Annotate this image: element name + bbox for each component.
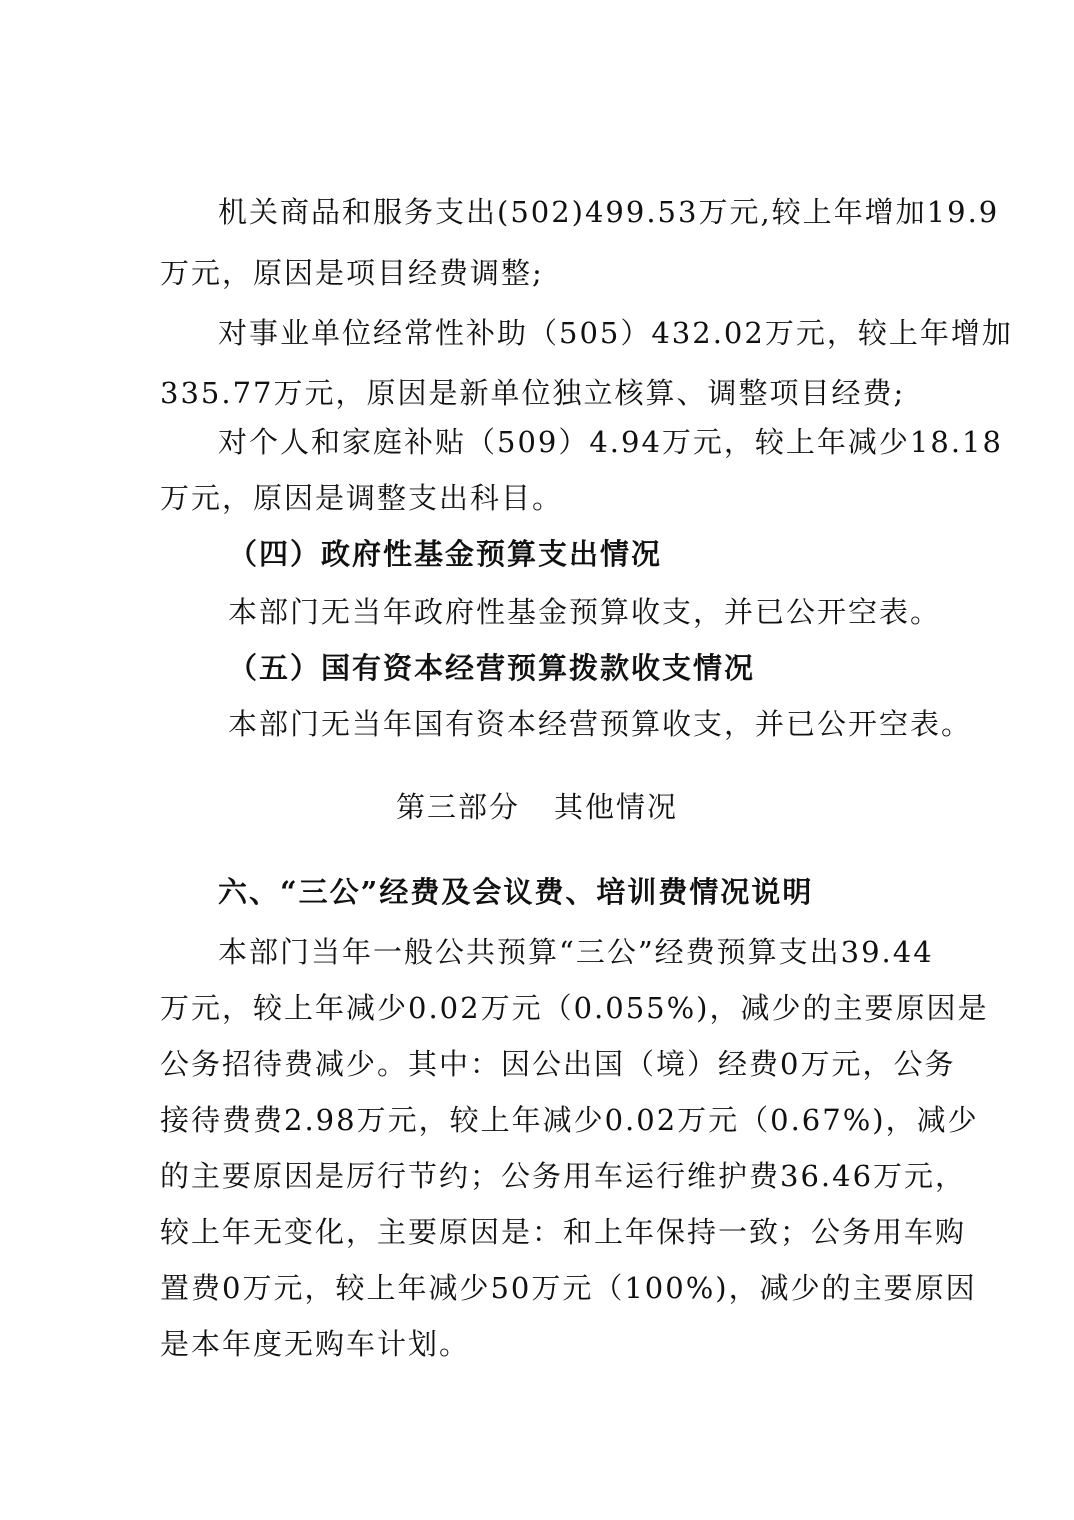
paragraph-509-line-1: 对个人和家庭补贴（509）4.94万元，较上年减少18.18 — [218, 425, 1003, 459]
section-6-line-1: 本部门当年一般公共预算“三公”经费预算支出39.44 — [218, 935, 934, 969]
section-5-body: 本部门无当年国有资本经营预算收支，并已公开空表。 — [228, 707, 973, 741]
paragraph-502-line-2: 万元，原因是项目经费调整; — [160, 256, 544, 290]
paragraph-505-line-2: 335.77万元，原因是新单位独立核算、调整项目经费; — [160, 376, 906, 410]
part-3-title-name: 其他情况 — [554, 790, 679, 824]
paragraph-509-line-2: 万元，原因是调整支出科目。 — [160, 481, 564, 515]
section-6-line-5: 的主要原因是厉行节约；公务用车运行维护费36.46万元， — [160, 1159, 967, 1193]
part-3-title — [0, 787, 1074, 827]
section-4-body: 本部门无当年政府性基金预算收支，并已公开空表。 — [228, 595, 942, 629]
section-6-line-3: 公务招待费减少。其中：因公出国（境）经费0万元，公务 — [160, 1047, 956, 1081]
section-6-line-4: 接待费费2.98万元，较上年减少0.02万元（0.67%)，减少 — [160, 1103, 979, 1137]
section-4-heading: （四）政府性基金预算支出情况 — [228, 537, 663, 571]
section-6-line-2: 万元，较上年减少0.02万元（0.055%)，减少的主要原因是 — [160, 991, 989, 1025]
section-6-heading: 六、“三公”经费及会议费、培训费情况说明 — [218, 875, 814, 909]
section-5-heading: （五）国有资本经营预算拨款收支情况 — [228, 651, 756, 685]
section-6-line-6: 较上年无变化，主要原因是：和上年保持一致；公务用车购 — [160, 1215, 967, 1249]
paragraph-505-line-1: 对事业单位经常性补助（505）432.02万元，较上年增加 — [218, 316, 1013, 350]
section-6-line-8: 是本年度无购车计划。 — [160, 1327, 471, 1361]
section-6-line-7: 置费0万元，较上年减少50万元（100%)，减少的主要原因 — [160, 1271, 977, 1305]
paragraph-502-line-1: 机关商品和服务支出(502)499.53万元,较上年增加19.9 — [218, 195, 1000, 229]
part-3-title-number: 第三部分 — [395, 790, 520, 824]
